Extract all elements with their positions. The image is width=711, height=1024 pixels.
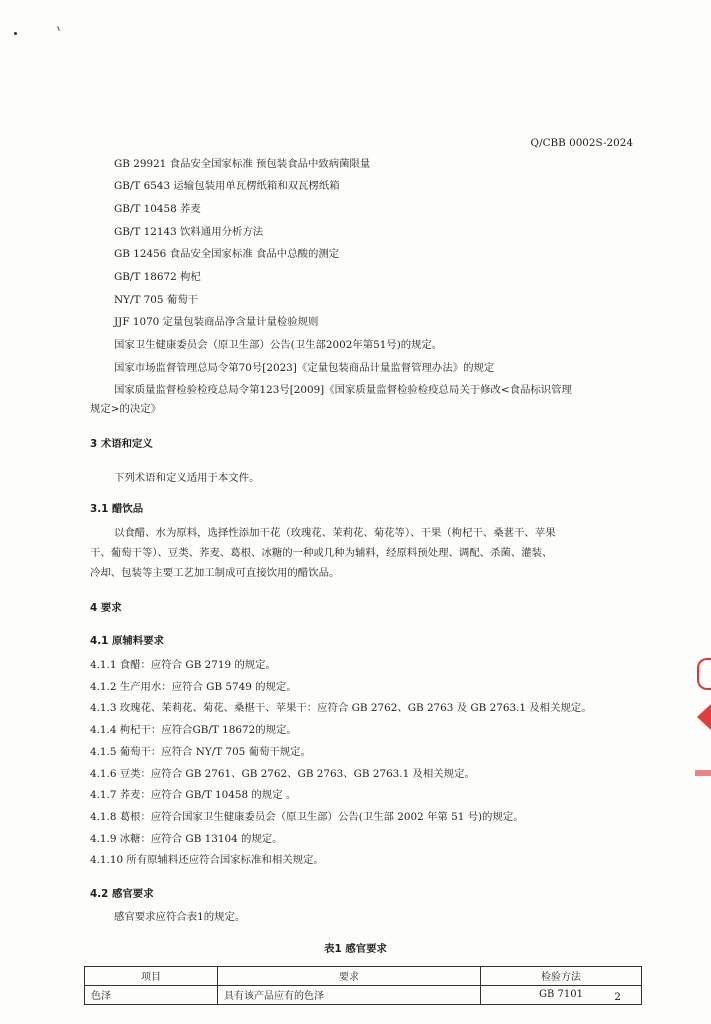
section-3-1-heading: 3.1 醋饮品 (90, 503, 144, 516)
reference-line: JJF 1070 定量包装商品净含量计量检验规则 (114, 316, 319, 329)
column-header: 检验方法 (481, 966, 642, 985)
reference-line-continued: 规定>的决定》 (90, 402, 162, 415)
requirement-item: 4.1.5 葡萄干：应符合 NY/T 705 葡萄干规定。 (90, 745, 311, 758)
page-number: 2 (614, 991, 621, 1004)
reference-line: 国家卫生健康委员会（原卫生部）公告(卫生部2002年第51号)的规定。 (114, 338, 443, 351)
seal-stamp-fragment (693, 652, 711, 802)
reference-line: GB/T 10458 荞麦 (114, 202, 201, 215)
requirement-item: 4.1.4 枸杞干：应符合GB/T 18672的规定。 (90, 724, 297, 737)
reference-line: GB 12456 食品安全国家标准 食品中总酸的测定 (114, 248, 340, 261)
section-3-intro: 下列术语和定义适用于本文件。 (114, 471, 260, 484)
definition-line: 冷却、包装等主要工艺加工制成可直接饮用的醋饮品。 (90, 566, 340, 579)
requirement-item: 4.1.10 所有原辅料还应符合国家标准和相关规定。 (90, 854, 324, 867)
requirement-item: 4.1.7 荞麦：应符合 GB/T 10458 的规定 。 (90, 789, 297, 802)
scan-speck (14, 32, 17, 35)
reference-line: GB/T 18672 枸杞 (114, 270, 201, 283)
scan-mark (57, 26, 60, 31)
requirement-item: 4.1.1 食醋：应符合 GB 2719 的规定。 (90, 659, 276, 672)
standard-code: Q/CBB 0002S-2024 (530, 136, 633, 149)
section-4-heading: 4 要求 (90, 601, 122, 614)
requirement-item: 4.1.2 生产用水：应符合 GB 5749 的规定。 (90, 680, 297, 693)
table-cell: 具有该产品应有的色泽 (218, 985, 481, 1004)
requirement-item: 4.1.8 葛根：应符合国家卫生健康委员会（原卫生部）公告(卫生部 2002 年第 51 号)的规定。 (90, 810, 524, 823)
table-cell: 色泽 (85, 985, 218, 1004)
reference-line: NY/T 705 葡萄干 (114, 293, 198, 306)
section-4-2-heading: 4.2 感官要求 (90, 887, 154, 900)
sensory-requirements-table (84, 966, 642, 1005)
reference-line: GB/T 12143 饮料通用分析方法 (114, 225, 264, 238)
table-header-row (85, 966, 642, 985)
section-4-2-text: 感官要求应符合表1的规定。 (114, 911, 246, 924)
column-header: 要求 (218, 966, 481, 985)
reference-line: 国家质量监督检验检疫总局令第123号[2009]《国家质量监督检验检疫总局关于修改<食品标识管理 (114, 384, 572, 397)
definition-line: 以食醋、水为原料，选择性添加干花（玫瑰花、茉莉花、菊花等）、干果（枸杞干、桑葚干、苹果 (114, 527, 556, 540)
table-cell: GB 7101 (481, 985, 642, 1004)
requirement-item: 4.1.3 玫瑰花、茉莉花、菊花、桑椹干、苹果干：应符合 GB 2762、GB 2763 及 GB 2763.1 及相关规定。 (90, 702, 592, 715)
table-caption: 表1 感官要求 (324, 942, 387, 955)
table-row (85, 985, 642, 1004)
section-3-heading: 3 术语和定义 (90, 438, 153, 451)
requirement-item: 4.1.9 冰糖：应符合 GB 13104 的规定。 (90, 832, 283, 845)
column-header: 项目 (85, 966, 218, 985)
section-4-1-heading: 4.1 原辅料要求 (90, 635, 164, 648)
definition-line: 干、葡萄干等）、豆类、荞麦、葛根、冰糖的一种或几种为辅料，经原料预处理、调配、杀菌、灌装、 (90, 546, 553, 559)
reference-line: GB/T 6543 运输包装用单瓦楞纸箱和双瓦楞纸箱 (114, 180, 340, 193)
reference-line: GB 29921 食品安全国家标准 预包装食品中致病菌限量 (114, 157, 371, 170)
reference-line: 国家市场监督管理总局令第70号[2023]《定量包装商品计量监督管理办法》的规定 (114, 361, 495, 374)
requirement-item: 4.1.6 豆类：应符合 GB 2761、GB 2762、GB 2763、GB 2763.1 及相关规定。 (90, 767, 475, 780)
